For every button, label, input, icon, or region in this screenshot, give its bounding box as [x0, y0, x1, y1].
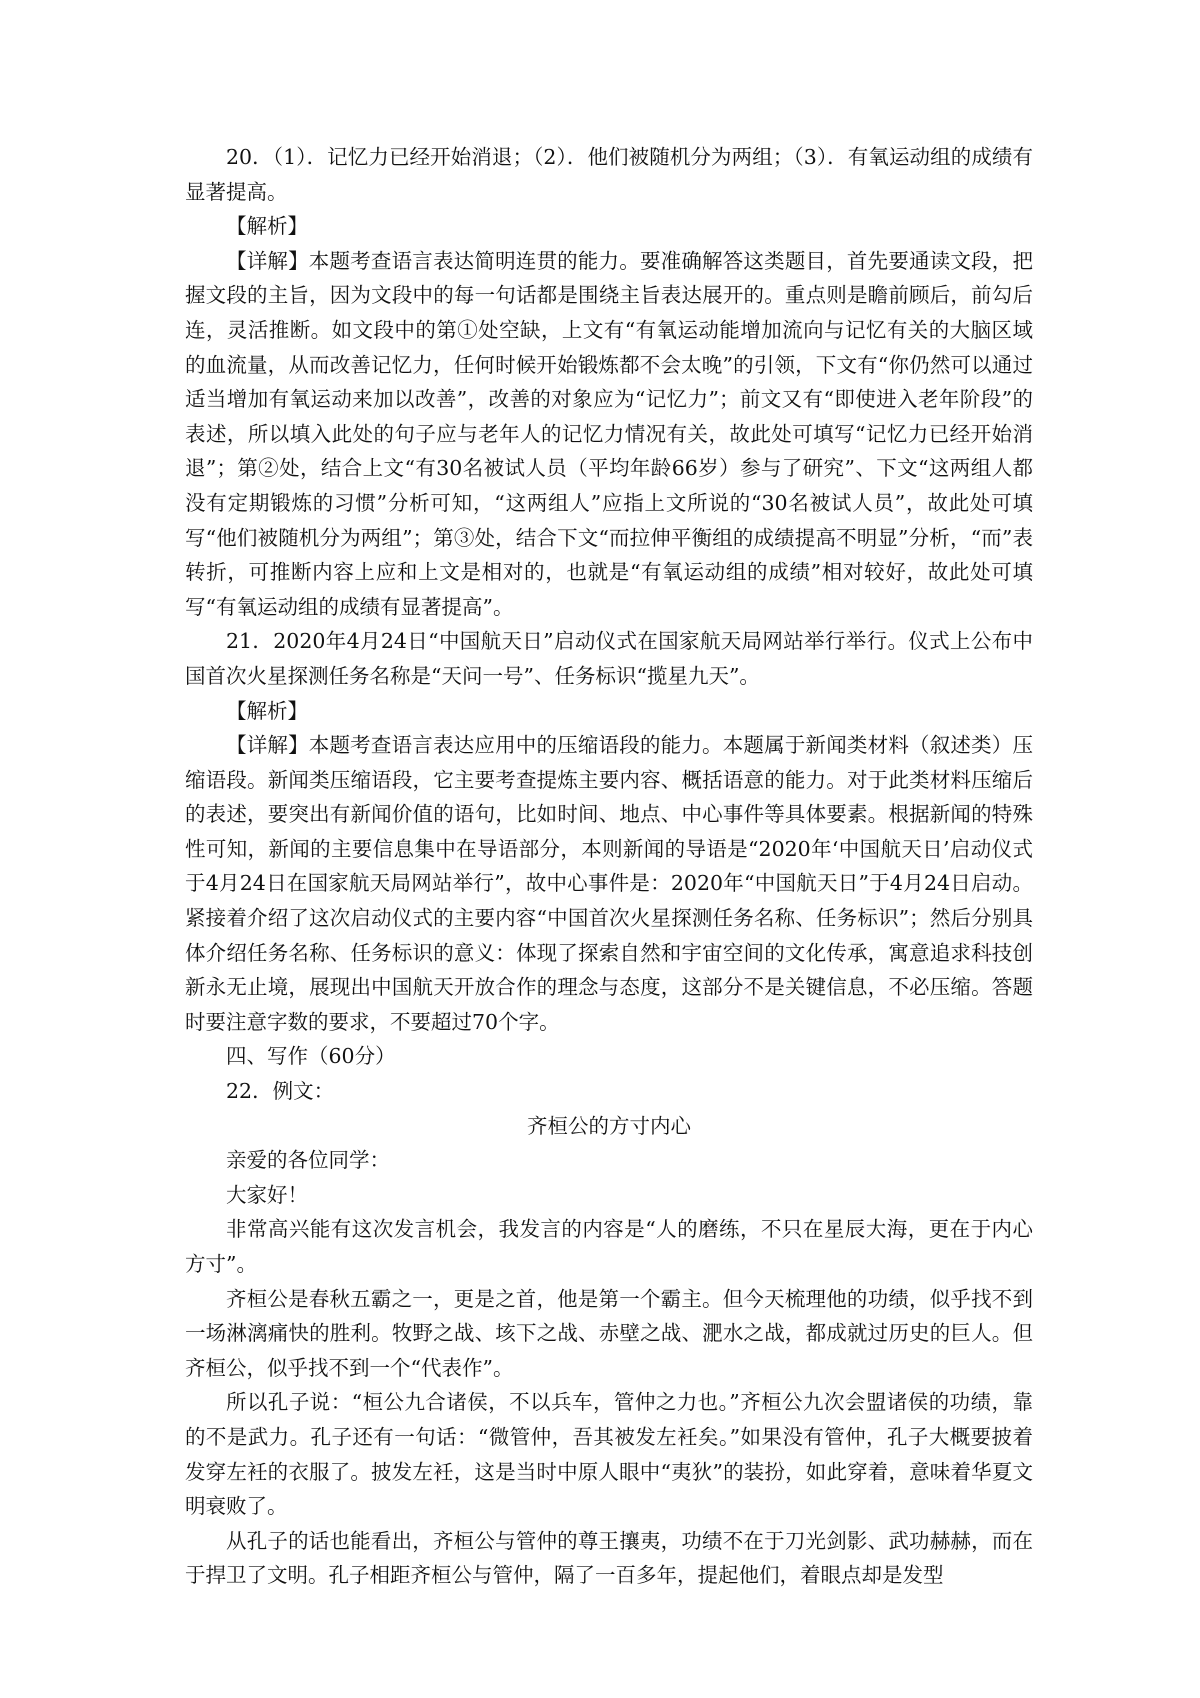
analysis-label-21: 【解析】 — [226, 698, 308, 723]
essay-greeting: 大家好！ — [226, 1182, 308, 1207]
writing-item: 22．例文： — [226, 1079, 335, 1104]
essay-paragraph-3: 所以孔子说：“桓公九合诸侯，不以兵车，管仲之力也。”齐桓公九次会盟诸侯的功绩，靠的不是武力。孔子还有一句话：“微管仲，吾其被发左衽矣。”如果没有管仲，孔子大概要披着发穿左衽的衣服了。披发左衽，这是当时中原人眼中“夷狄”的装扮，如此穿着，意味着华夏文明衰败了。 — [185, 1390, 1033, 1519]
analysis-label-20: 【解析】 — [226, 214, 308, 239]
essay-title: 齐桓公的方寸内心 — [527, 1113, 691, 1138]
detail-20: 【详解】本题考查语言表达简明连贯的能力。要准确解答这类题目，首先要通读文段，把握文段的主旨，因为文段中的每一句话都是围绕主旨表达展开的。重点则是瞻前顾后，前勾后连，灵活推断。如文段中的第①处空缺，上文有“有氧运动能增加流向与记忆有关的大脑区域的血流量，从而改善记忆力，任何时候开始锻炼都不会太晚”的引领，下文有“你仍然可以通过适当增加有氧运动来加以改善”，改善的对象应为“记忆力”；前文又有“即使进入老年阶段”的表述，所以填入此处的句子应与老年人的记忆力情况有关，故此处可填写“记忆力已经开始消退”；第②处，结合上文“有30名被试人员（平均年龄66岁）参与了研究”、下文“这两组人都没有定期锻炼的习惯”分析可知，“这两组人”应指上文所说的“30名被试人员”，故此处可填写“他们被随机分为两组”；第③处，结合下文“而拉伸平衡组的成绩提高不明显”分析，“而”表转折，可推断内容上应和上文是相对的，也就是“有氧运动组的成绩”相对较好，故此处可填写“有氧运动组的成绩有显著提高”。 — [185, 248, 1033, 619]
essay-salutation: 亲爱的各位同学： — [226, 1148, 390, 1173]
writing-heading: 四、写作（60分） — [226, 1044, 396, 1069]
answer-20: 20．（1）．记忆力已经开始消退；（2）．他们被随机分为两组；（3）．有氧运动组的成绩有显著提高。 — [185, 145, 1033, 204]
essay-paragraph-2: 齐桓公是春秋五霸之一，更是之首，他是第一个霸主。但今天梳理他的功绩，似乎找不到一场淋漓痛快的胜利。牧野之战、垓下之战、赤壁之战、淝水之战，都成就过历史的巨人。但齐桓公，似乎找不到一个“代表作”。 — [185, 1286, 1033, 1380]
detail-21: 【详解】本题考查语言表达应用中的压缩语段的能力。本题属于新闻类材料（叙述类）压缩语段。新闻类压缩语段，它主要考查提炼主要内容、概括语意的能力。对于此类材料压缩后的表述，要突出有新闻价值的语句，比如时间、地点、中心事件等具体要素。根据新闻的特殊性可知，新闻的主要信息集中在导语部分，本则新闻的导语是“2020年‘中国航天日’启动仪式于4月24日在国家航天局网站举行”，故中心事件是：2020年“中国航天日”于4月24日启动。紧接着介绍了这次启动仪式的主要内容“中国首次火星探测任务名称、任务标识”；然后分别具体介绍任务名称、任务标识的意义：体现了探索自然和宇宙空间的文化传承，寓意追求科技创新永无止境，展现出中国航天开放合作的理念与态度，这部分不是关键信息，不必压缩。答题时要注意字数的要求，不要超过70个字。 — [185, 733, 1033, 1034]
answer-21: 21．2020年4月24日“中国航天日”启动仪式在国家航天局网站举行举行。仪式上公布中国首次火星探测任务名称是“天问一号”、任务标识“揽星九天”。 — [185, 629, 1033, 688]
essay-paragraph-4: 从孔子的话也能看出，齐桓公与管仲的尊王攘夷，功绩不在于刀光剑影、武功赫赫，而在于捍卫了文明。孔子相距齐桓公与管仲，隔了一百多年，提起他们，着眼点却是发型 — [185, 1528, 1033, 1588]
document-page — [185, 140, 1033, 1593]
essay-paragraph-1: 非常高兴能有这次发言机会，我发言的内容是“人的磨练，不只在星辰大海，更在于内心方寸”。 — [185, 1217, 1033, 1276]
